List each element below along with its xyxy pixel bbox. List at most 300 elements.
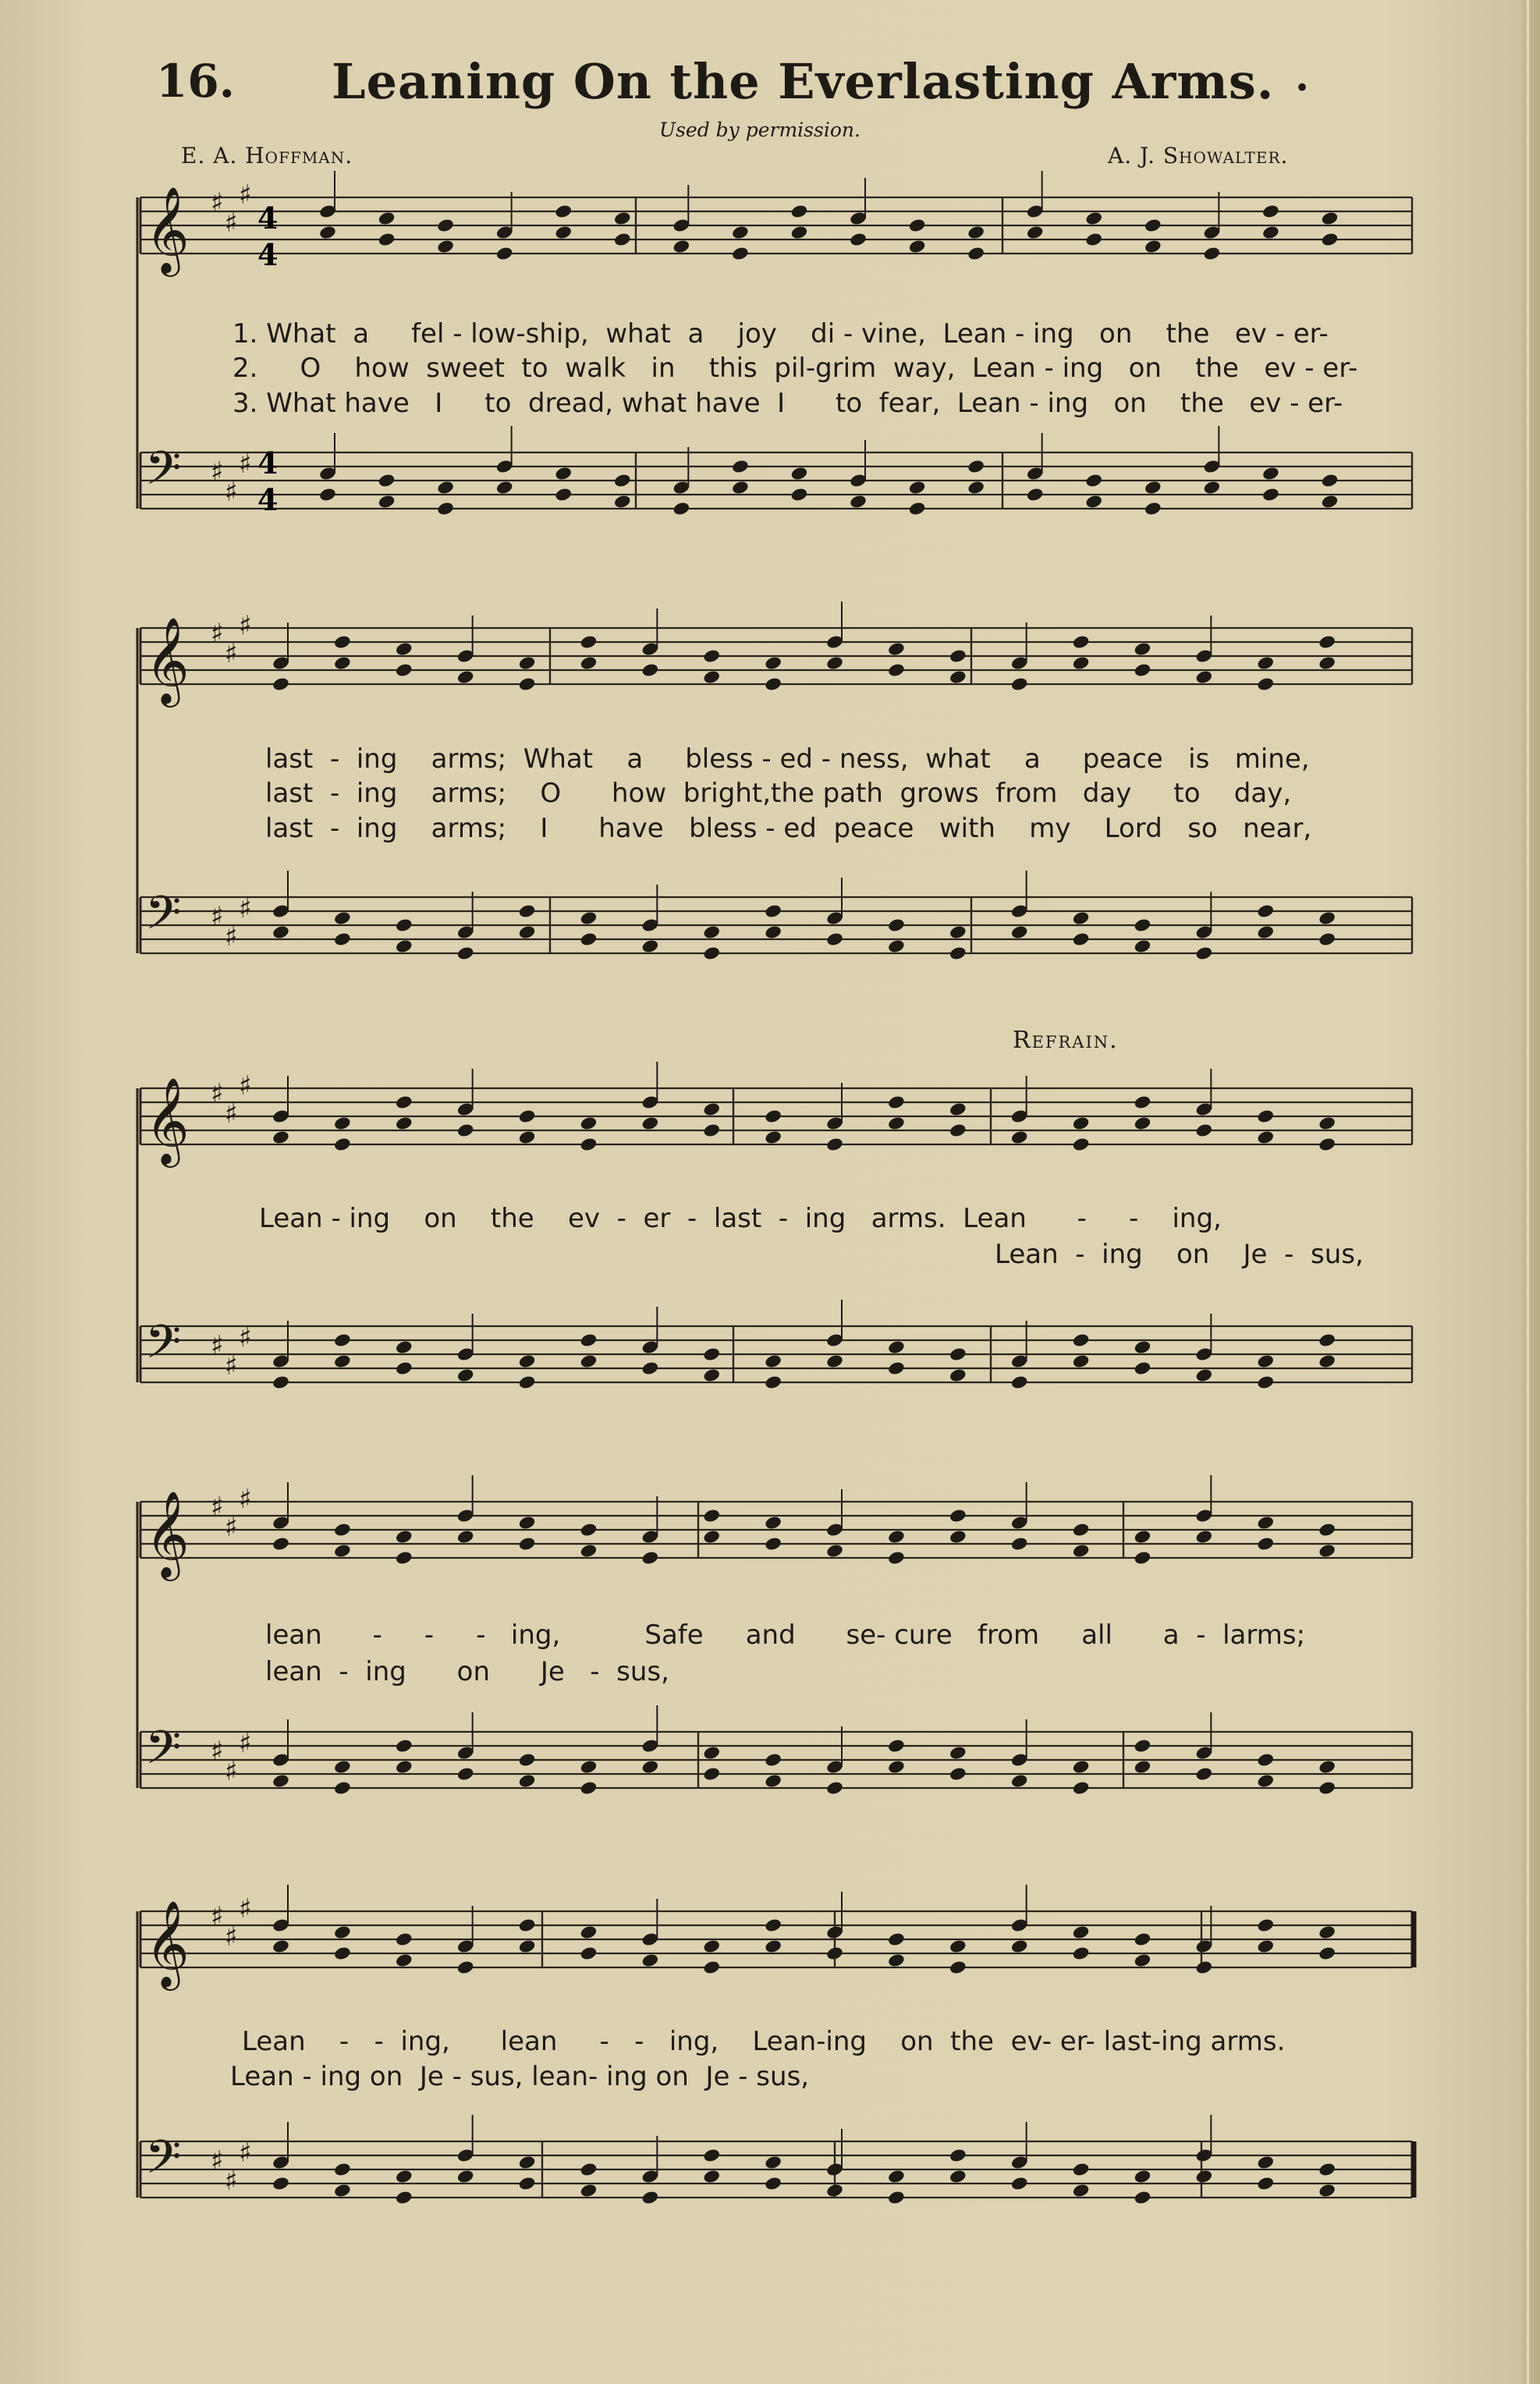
notehead-icon bbox=[333, 1522, 352, 1538]
notehead-icon bbox=[333, 1543, 352, 1559]
notehead-icon bbox=[518, 1773, 537, 1789]
notehead-icon bbox=[395, 1529, 413, 1545]
notehead-icon bbox=[1256, 1130, 1275, 1145]
notehead-icon bbox=[1256, 1917, 1275, 1933]
notehead-icon bbox=[825, 931, 844, 947]
notehead-icon bbox=[702, 1766, 721, 1782]
notehead-icon bbox=[908, 239, 927, 254]
notehead-icon bbox=[436, 480, 455, 495]
notehead-icon bbox=[967, 480, 985, 495]
notehead-icon bbox=[1134, 641, 1152, 657]
notehead-icon bbox=[764, 1109, 782, 1124]
notehead-icon bbox=[271, 924, 290, 940]
sharp-icon: ♯ bbox=[239, 893, 252, 924]
notehead-icon bbox=[764, 1515, 782, 1531]
notehead-icon bbox=[395, 1339, 413, 1355]
notehead-icon bbox=[333, 1759, 352, 1775]
notehead-icon bbox=[731, 225, 750, 240]
notehead-icon bbox=[790, 487, 809, 502]
permission-note: Used by permission. bbox=[659, 119, 860, 141]
notehead-icon bbox=[1318, 655, 1336, 671]
notehead-icon bbox=[1084, 232, 1103, 247]
notehead-icon bbox=[908, 218, 927, 233]
notehead-icon bbox=[518, 1515, 537, 1531]
sharp-icon: ♯ bbox=[239, 1322, 252, 1353]
notehead-icon bbox=[702, 924, 721, 940]
notehead-icon bbox=[702, 1745, 721, 1761]
notehead-icon bbox=[1203, 480, 1222, 495]
notehead-icon bbox=[333, 1780, 352, 1796]
notehead-icon bbox=[702, 1508, 721, 1524]
notehead-icon bbox=[1134, 1953, 1152, 1968]
notehead-icon bbox=[702, 1529, 721, 1545]
notehead-icon bbox=[1072, 655, 1091, 671]
notehead-icon bbox=[1072, 2183, 1091, 2198]
notehead-icon bbox=[395, 1094, 413, 1110]
lyric-system1-verse1: 1. What a fel - low-ship, what a joy di - vine, Lean - ing on the ev - er- bbox=[232, 318, 1329, 349]
notehead-icon bbox=[887, 917, 906, 933]
notehead-icon bbox=[949, 648, 967, 664]
notehead-icon bbox=[518, 924, 537, 940]
notehead-icon bbox=[518, 2155, 537, 2170]
sharp-icon: ♯ bbox=[225, 477, 238, 508]
notehead-icon bbox=[1134, 1339, 1152, 1355]
sharp-icon: ♯ bbox=[211, 1736, 224, 1767]
notehead-icon bbox=[764, 655, 782, 671]
notehead-icon bbox=[764, 1130, 782, 1145]
notehead-icon bbox=[887, 2169, 906, 2184]
notehead-icon bbox=[1134, 1738, 1152, 1754]
notehead-icon bbox=[764, 1917, 782, 1933]
treble-clef-icon: 𝄞 bbox=[145, 1490, 190, 1577]
notehead-icon bbox=[641, 1361, 660, 1376]
notehead-icon bbox=[333, 1137, 352, 1152]
notehead-icon bbox=[1318, 634, 1336, 650]
notehead-icon bbox=[1256, 903, 1275, 919]
notehead-icon bbox=[1144, 480, 1162, 495]
notehead-icon bbox=[1318, 1759, 1336, 1775]
notehead-icon bbox=[949, 1123, 967, 1138]
notehead-icon bbox=[580, 1543, 598, 1559]
notehead-icon bbox=[1134, 2190, 1152, 2205]
notehead-icon bbox=[764, 1375, 782, 1390]
sharp-icon: ♯ bbox=[225, 1350, 238, 1382]
sharp-icon: ♯ bbox=[211, 1492, 224, 1523]
lyricist: E. A. Hoffman. bbox=[181, 143, 353, 169]
notehead-icon bbox=[518, 1130, 537, 1145]
notehead-icon bbox=[1072, 1946, 1091, 1961]
notehead-icon bbox=[613, 494, 632, 509]
sharp-icon: ♯ bbox=[239, 2137, 252, 2169]
notehead-icon bbox=[333, 655, 352, 671]
notehead-icon bbox=[949, 1529, 967, 1545]
notehead-icon bbox=[333, 1353, 352, 1369]
title-mark: . bbox=[1295, 53, 1310, 101]
notehead-icon bbox=[580, 1137, 598, 1152]
notehead-icon bbox=[580, 910, 598, 926]
notehead-icon bbox=[702, 2169, 721, 2184]
notehead-icon bbox=[271, 2176, 290, 2191]
notehead-icon bbox=[1195, 1123, 1214, 1138]
notehead-icon bbox=[333, 634, 352, 650]
notehead-icon bbox=[908, 501, 927, 516]
notehead-icon bbox=[1010, 1375, 1029, 1390]
notehead-icon bbox=[949, 1745, 967, 1761]
notehead-icon bbox=[395, 662, 413, 678]
notehead-icon bbox=[1261, 487, 1280, 502]
notehead-icon bbox=[378, 211, 396, 226]
notehead-icon bbox=[1144, 501, 1162, 516]
notehead-icon bbox=[702, 1960, 721, 1975]
notehead-icon bbox=[518, 676, 537, 692]
notehead-icon bbox=[518, 1536, 537, 1552]
notehead-icon bbox=[1072, 1522, 1091, 1538]
sharp-icon: ♯ bbox=[211, 1330, 224, 1361]
notehead-icon bbox=[456, 1766, 475, 1782]
sharp-icon: ♯ bbox=[225, 2166, 238, 2197]
notehead-icon bbox=[702, 1939, 721, 1954]
notehead-icon bbox=[1318, 2162, 1336, 2177]
notehead-icon bbox=[1318, 1946, 1336, 1961]
sharp-icon: ♯ bbox=[239, 610, 252, 641]
notehead-icon bbox=[1134, 1116, 1152, 1131]
notehead-icon bbox=[641, 1550, 660, 1566]
notehead-icon bbox=[1026, 225, 1045, 240]
notehead-icon bbox=[378, 473, 396, 488]
notehead-icon bbox=[764, 1752, 782, 1768]
notehead-icon bbox=[949, 2148, 967, 2163]
notehead-icon bbox=[1010, 1536, 1029, 1552]
notehead-icon bbox=[333, 1946, 352, 1961]
notehead-icon bbox=[764, 2155, 782, 2170]
notehead-icon bbox=[1321, 494, 1340, 509]
notehead-icon bbox=[887, 2190, 906, 2205]
notehead-icon bbox=[731, 459, 750, 474]
notehead-icon bbox=[456, 1368, 475, 1383]
notehead-icon bbox=[764, 1939, 782, 1954]
notehead-icon bbox=[554, 487, 573, 502]
notehead-icon bbox=[641, 1759, 660, 1775]
notehead-icon bbox=[580, 2183, 598, 2198]
composer: A. J. Showalter. bbox=[1108, 143, 1289, 169]
time-sig-top-treble: 4 bbox=[257, 200, 279, 236]
sharp-icon: ♯ bbox=[239, 1484, 252, 1515]
notehead-icon bbox=[580, 1780, 598, 1796]
notehead-icon bbox=[395, 2190, 413, 2205]
notehead-icon bbox=[949, 945, 967, 961]
notehead-icon bbox=[580, 1522, 598, 1538]
notehead-icon bbox=[1318, 910, 1336, 926]
notehead-icon bbox=[1256, 924, 1275, 940]
notehead-icon bbox=[1134, 1550, 1152, 1566]
notehead-icon bbox=[378, 494, 396, 509]
notehead-icon bbox=[887, 1550, 906, 1566]
notehead-icon bbox=[1318, 1137, 1336, 1152]
sharp-icon: ♯ bbox=[211, 187, 224, 218]
notehead-icon bbox=[641, 2190, 660, 2205]
notehead-icon bbox=[518, 1917, 537, 1933]
notehead-icon bbox=[1134, 1094, 1152, 1110]
notehead-icon bbox=[518, 655, 537, 671]
sharp-icon: ♯ bbox=[225, 1756, 238, 1787]
lyric-system4-line1: lean - - - ing, Safe and se- cure from all a - larms; bbox=[265, 1619, 1306, 1651]
notehead-icon bbox=[395, 1361, 413, 1376]
sharp-icon: ♯ bbox=[239, 1893, 252, 1925]
notehead-icon bbox=[790, 225, 809, 240]
notehead-icon bbox=[318, 487, 337, 502]
notehead-icon bbox=[1072, 1137, 1091, 1152]
notehead-icon bbox=[1256, 1375, 1275, 1390]
notehead-icon bbox=[702, 1123, 721, 1138]
notehead-icon bbox=[1072, 1925, 1091, 1940]
notehead-icon bbox=[1318, 1543, 1336, 1559]
notehead-icon bbox=[764, 924, 782, 940]
notehead-icon bbox=[271, 676, 290, 692]
notehead-icon bbox=[613, 232, 632, 247]
sharp-icon: ♯ bbox=[239, 1728, 252, 1759]
notehead-icon bbox=[1010, 1130, 1029, 1145]
notehead-icon bbox=[1261, 225, 1280, 240]
notehead-icon bbox=[949, 1766, 967, 1782]
notehead-icon bbox=[1134, 662, 1152, 678]
notehead-icon bbox=[887, 662, 906, 678]
notehead-icon bbox=[1256, 2155, 1275, 2170]
notehead-icon bbox=[1318, 1522, 1336, 1538]
notehead-icon bbox=[456, 1960, 475, 1975]
notehead-icon bbox=[1318, 931, 1336, 947]
notehead-icon bbox=[518, 1939, 537, 1954]
notehead-icon bbox=[271, 1130, 290, 1145]
notehead-icon bbox=[1256, 1515, 1275, 1531]
notehead-icon bbox=[949, 1368, 967, 1383]
notehead-icon bbox=[949, 1346, 967, 1362]
notehead-icon bbox=[333, 910, 352, 926]
notehead-icon bbox=[580, 1946, 598, 1961]
sharp-icon: ♯ bbox=[225, 1921, 238, 1953]
sharp-icon: ♯ bbox=[225, 1098, 238, 1130]
notehead-icon bbox=[887, 1094, 906, 1110]
notehead-icon bbox=[395, 1116, 413, 1131]
notehead-icon bbox=[1261, 466, 1280, 481]
notehead-icon bbox=[580, 634, 598, 650]
notehead-icon bbox=[580, 1925, 598, 1940]
notehead-icon bbox=[395, 1953, 413, 1968]
notehead-icon bbox=[1134, 1361, 1152, 1376]
notehead-icon bbox=[1195, 1368, 1214, 1383]
sharp-icon: ♯ bbox=[225, 1512, 238, 1543]
sharp-icon: ♯ bbox=[211, 456, 224, 488]
notehead-icon bbox=[887, 641, 906, 657]
notehead-icon bbox=[271, 1773, 290, 1789]
notehead-icon bbox=[333, 931, 352, 947]
notehead-icon bbox=[1318, 1925, 1336, 1940]
notehead-icon bbox=[580, 1759, 598, 1775]
notehead-icon bbox=[908, 480, 927, 495]
notehead-icon bbox=[518, 1109, 537, 1124]
notehead-icon bbox=[967, 246, 985, 261]
notehead-icon bbox=[554, 466, 573, 481]
notehead-icon bbox=[1203, 246, 1222, 261]
notehead-icon bbox=[1195, 669, 1214, 685]
refrain-label: Refrain. bbox=[1013, 1027, 1119, 1054]
notehead-icon bbox=[887, 1759, 906, 1775]
lyric-system2-verse2: last - ing arms; O how bright,the path grows from day to day, bbox=[265, 778, 1292, 809]
notehead-icon bbox=[887, 1116, 906, 1131]
lyric-system1-verse2: 2. O how sweet to walk in this pil-grim way, Lean - ing on the ev - er- bbox=[232, 353, 1358, 384]
notehead-icon bbox=[1195, 1766, 1214, 1782]
notehead-icon bbox=[1072, 1116, 1091, 1131]
notehead-icon bbox=[702, 2148, 721, 2163]
notehead-icon bbox=[967, 225, 985, 240]
notehead-icon bbox=[731, 480, 750, 495]
notehead-icon bbox=[580, 655, 598, 671]
lyric-system2-verse3: last - ing arms; I have bless - ed peace with my Lord so near, bbox=[265, 813, 1312, 844]
notehead-icon bbox=[518, 2176, 537, 2191]
notehead-icon bbox=[395, 1932, 413, 1947]
notehead-icon bbox=[580, 1116, 598, 1131]
notehead-icon bbox=[456, 1123, 475, 1138]
notehead-icon bbox=[518, 1752, 537, 1768]
notehead-icon bbox=[436, 218, 455, 233]
notehead-icon bbox=[1134, 938, 1152, 954]
notehead-icon bbox=[580, 1332, 598, 1348]
notehead-icon bbox=[1010, 1939, 1029, 1954]
notehead-icon bbox=[378, 232, 396, 247]
notehead-icon bbox=[1072, 1780, 1091, 1796]
notehead-icon bbox=[1261, 204, 1280, 219]
notehead-icon bbox=[825, 1543, 844, 1559]
notehead-icon bbox=[1134, 917, 1152, 933]
notehead-icon bbox=[580, 1353, 598, 1369]
notehead-icon bbox=[764, 676, 782, 692]
notehead-icon bbox=[1010, 676, 1029, 692]
notehead-icon bbox=[495, 480, 514, 495]
notehead-icon bbox=[1318, 1353, 1336, 1369]
notehead-icon bbox=[580, 2162, 598, 2177]
notehead-icon bbox=[764, 1773, 782, 1789]
treble-clef-icon: 𝄞 bbox=[145, 186, 190, 273]
sharp-icon: ♯ bbox=[225, 208, 238, 239]
bass-clef-icon: 𝄢 bbox=[145, 1720, 182, 1786]
bass-clef-icon: 𝄢 bbox=[145, 885, 182, 951]
notehead-icon bbox=[1072, 1759, 1091, 1775]
notehead-icon bbox=[395, 641, 413, 657]
lyric-system3-line2: Lean - ing on Je - sus, bbox=[995, 1239, 1364, 1270]
notehead-icon bbox=[641, 1953, 660, 1968]
notehead-icon bbox=[271, 1536, 290, 1552]
notehead-icon bbox=[395, 1550, 413, 1566]
lyric-system2-verse1: last - ing arms; What a bless - ed - ness, what a peace is mine, bbox=[265, 743, 1310, 775]
notehead-icon bbox=[702, 669, 721, 685]
notehead-icon bbox=[1321, 473, 1340, 488]
notehead-icon bbox=[790, 204, 809, 219]
sharp-icon: ♯ bbox=[211, 901, 224, 932]
notehead-icon bbox=[436, 239, 455, 254]
notehead-icon bbox=[887, 938, 906, 954]
sharp-icon: ♯ bbox=[211, 1901, 224, 1932]
notehead-icon bbox=[967, 459, 985, 474]
notehead-icon bbox=[1256, 1773, 1275, 1789]
treble-clef-icon: 𝄞 bbox=[145, 1900, 190, 1987]
notehead-icon bbox=[456, 945, 475, 961]
notehead-icon bbox=[1195, 945, 1214, 961]
notehead-icon bbox=[456, 669, 475, 685]
notehead-icon bbox=[887, 1932, 906, 1947]
notehead-icon bbox=[1084, 473, 1103, 488]
notehead-icon bbox=[764, 1353, 782, 1369]
notehead-icon bbox=[1072, 931, 1091, 947]
hymn-title: Leaning On the Everlasting Arms. bbox=[332, 53, 1275, 110]
time-sig-top-bass: 4 bbox=[257, 445, 279, 481]
notehead-icon bbox=[825, 2183, 844, 2198]
notehead-icon bbox=[764, 903, 782, 919]
notehead-icon bbox=[456, 2169, 475, 2184]
notehead-icon bbox=[887, 1361, 906, 1376]
notehead-icon bbox=[702, 1346, 721, 1362]
notehead-icon bbox=[825, 1353, 844, 1369]
treble-clef-icon: 𝄞 bbox=[145, 1077, 190, 1164]
sharp-icon: ♯ bbox=[239, 449, 252, 480]
notehead-icon bbox=[395, 1738, 413, 1754]
sharp-icon: ♯ bbox=[225, 921, 238, 953]
notehead-icon bbox=[395, 1759, 413, 1775]
notehead-icon bbox=[641, 1116, 660, 1131]
treble-clef-icon: 𝄞 bbox=[145, 616, 190, 704]
sharp-icon: ♯ bbox=[225, 638, 238, 669]
notehead-icon bbox=[333, 1925, 352, 1940]
notehead-icon bbox=[554, 204, 573, 219]
notehead-icon bbox=[1144, 218, 1162, 233]
notehead-icon bbox=[949, 924, 967, 940]
notehead-icon bbox=[672, 239, 691, 254]
notehead-icon bbox=[518, 1353, 537, 1369]
lyric-system5-line2: Lean - ing on Je - sus, lean- ing on Je - sus, bbox=[230, 2061, 810, 2092]
notehead-icon bbox=[731, 246, 750, 261]
notehead-icon bbox=[702, 1368, 721, 1383]
notehead-icon bbox=[641, 938, 660, 954]
notehead-icon bbox=[1134, 2169, 1152, 2184]
notehead-icon bbox=[1072, 634, 1091, 650]
notehead-icon bbox=[1072, 1543, 1091, 1559]
notehead-icon bbox=[764, 1536, 782, 1552]
notehead-icon bbox=[1256, 1752, 1275, 1768]
lyric-system1-verse3: 3. What have I to dread, what have I to fear, Lean - ing on the ev - er- bbox=[232, 388, 1343, 419]
notehead-icon bbox=[1072, 910, 1091, 926]
notehead-icon bbox=[1321, 211, 1340, 226]
notehead-icon bbox=[1072, 2162, 1091, 2177]
notehead-icon bbox=[1072, 1353, 1091, 1369]
notehead-icon bbox=[436, 501, 455, 516]
notehead-icon bbox=[1256, 1536, 1275, 1552]
notehead-icon bbox=[887, 1953, 906, 1968]
notehead-icon bbox=[764, 2176, 782, 2191]
notehead-icon bbox=[672, 501, 691, 516]
notehead-icon bbox=[333, 2162, 352, 2177]
notehead-icon bbox=[949, 1102, 967, 1117]
notehead-icon bbox=[1195, 1960, 1214, 1975]
notehead-icon bbox=[949, 2169, 967, 2184]
notehead-icon bbox=[1072, 1332, 1091, 1348]
notehead-icon bbox=[790, 466, 809, 481]
bass-clef-icon: 𝄢 bbox=[145, 441, 182, 506]
notehead-icon bbox=[1010, 924, 1029, 940]
notehead-icon bbox=[887, 1529, 906, 1545]
notehead-icon bbox=[641, 662, 660, 678]
notehead-icon bbox=[949, 1508, 967, 1524]
notehead-icon bbox=[318, 225, 337, 240]
notehead-icon bbox=[825, 1946, 844, 1961]
sharp-icon: ♯ bbox=[211, 1078, 224, 1109]
